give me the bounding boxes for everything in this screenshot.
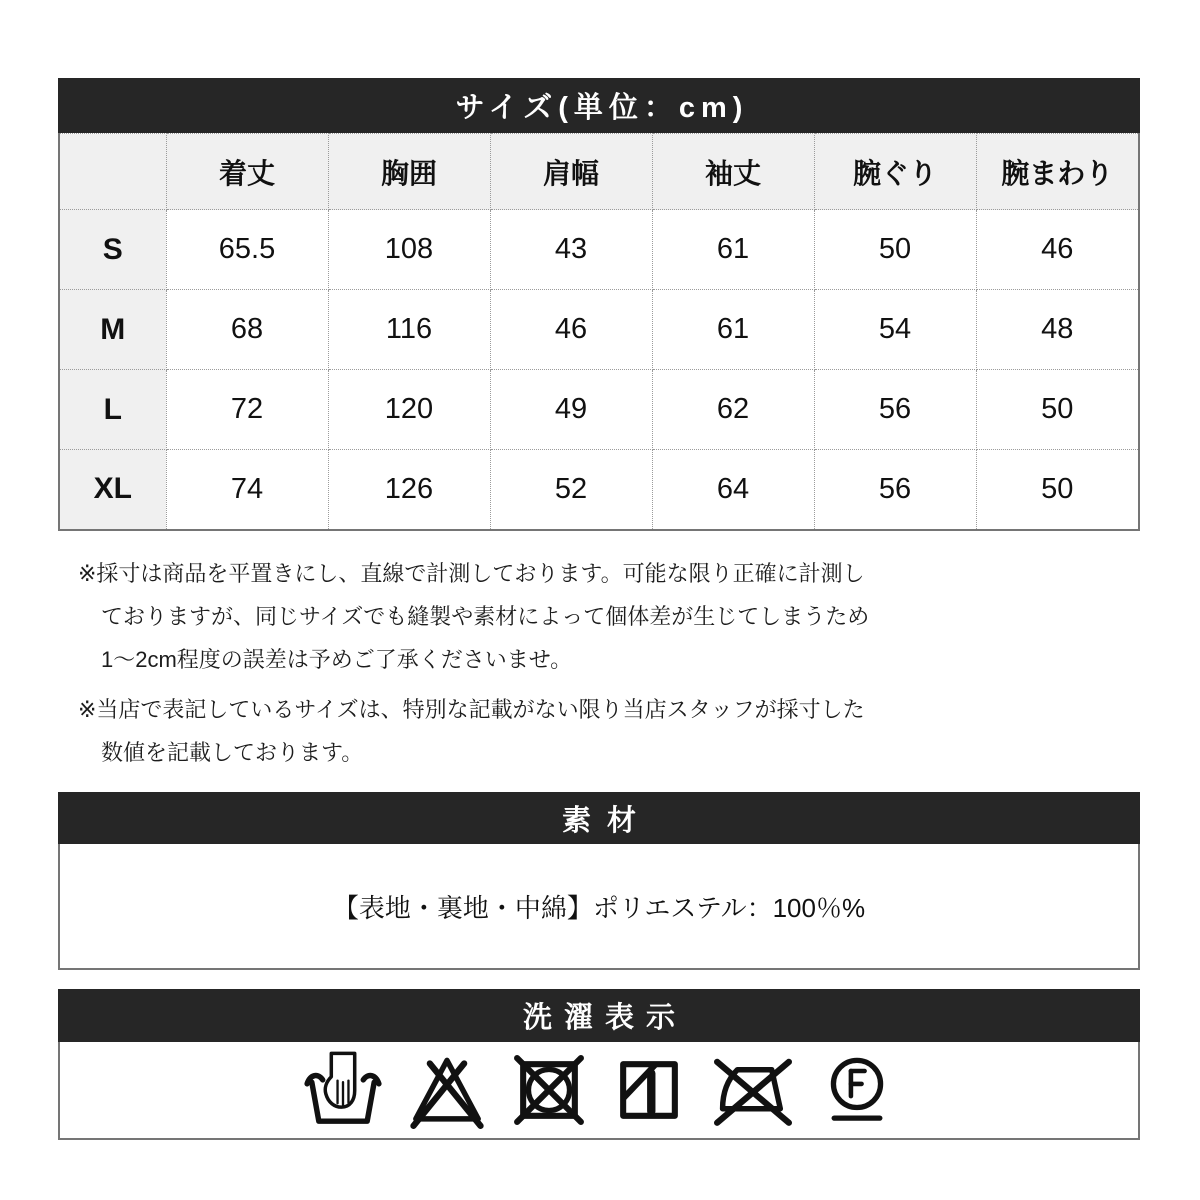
table-row-xl bbox=[59, 450, 1139, 530]
table-row-m bbox=[59, 290, 1139, 370]
measure-cell: 48 bbox=[976, 290, 1139, 370]
material-section bbox=[58, 792, 1140, 970]
row-label: L bbox=[59, 370, 166, 450]
care-header: 洗濯表示 bbox=[58, 989, 1140, 1042]
measure-cell: 52 bbox=[490, 450, 652, 530]
line-dry-in-shade-icon bbox=[611, 1051, 687, 1129]
measure-cell: 62 bbox=[652, 370, 814, 450]
row-label: M bbox=[59, 290, 166, 370]
measurement-note bbox=[78, 552, 958, 681]
material-composition: 【表地・裏地・中綿】ポリエステル：100％% bbox=[58, 844, 1140, 970]
measure-cell: 50 bbox=[976, 450, 1139, 530]
measure-cell: 56 bbox=[814, 450, 976, 530]
note-line: 1〜2cm程度の誤差は予めご了承くださいませ。 bbox=[101, 647, 573, 672]
note-line: ※当店で表記しているサイズは、特別な記載がない限り当店スタッフが採寸した bbox=[78, 697, 865, 722]
column-header: 肩幅 bbox=[490, 134, 652, 210]
note-line: ※採寸は商品を平置きにし、直線で計測しております。可能な限り正確に計測し bbox=[78, 561, 865, 586]
do-not-bleach-icon bbox=[407, 1051, 487, 1129]
table-row-s bbox=[59, 210, 1139, 290]
do-not-iron-icon bbox=[711, 1051, 795, 1129]
measure-cell: 120 bbox=[328, 370, 490, 450]
row-label: S bbox=[59, 210, 166, 290]
measure-cell: 64 bbox=[652, 450, 814, 530]
care-label-section bbox=[58, 989, 1140, 1140]
measure-cell: 49 bbox=[490, 370, 652, 450]
size-table-section bbox=[58, 78, 1140, 531]
column-header: 胸囲 bbox=[328, 134, 490, 210]
measure-cell: 116 bbox=[328, 290, 490, 370]
note-line: ておりますが、同じサイズでも縫製や素材によって個体差が生じてしまうため bbox=[101, 604, 870, 629]
measure-cell: 65.5 bbox=[166, 210, 328, 290]
hand-wash-icon bbox=[303, 1051, 383, 1129]
measure-cell: 108 bbox=[328, 210, 490, 290]
column-header: 袖丈 bbox=[652, 134, 814, 210]
measure-cell: 50 bbox=[814, 210, 976, 290]
measure-cell: 50 bbox=[976, 370, 1139, 450]
size-table-header-row bbox=[59, 134, 1139, 210]
dry-clean-petroleum-gentle-icon bbox=[819, 1051, 895, 1129]
column-header: 腕ぐり bbox=[814, 134, 976, 210]
measure-cell: 74 bbox=[166, 450, 328, 530]
measure-cell: 56 bbox=[814, 370, 976, 450]
material-header: 素材 bbox=[58, 792, 1140, 844]
column-header: 着丈 bbox=[166, 134, 328, 210]
row-label: XL bbox=[59, 450, 166, 530]
measure-cell: 61 bbox=[652, 210, 814, 290]
size-table bbox=[58, 133, 1140, 531]
do-not-tumble-dry-icon bbox=[511, 1051, 587, 1129]
measure-cell: 126 bbox=[328, 450, 490, 530]
measure-cell: 54 bbox=[814, 290, 976, 370]
size-table-title: サイズ(単位：cm) bbox=[58, 78, 1140, 133]
corner-cell bbox=[59, 134, 166, 210]
measure-cell: 68 bbox=[166, 290, 328, 370]
measure-cell: 46 bbox=[490, 290, 652, 370]
measure-cell: 61 bbox=[652, 290, 814, 370]
measure-cell: 72 bbox=[166, 370, 328, 450]
column-header: 腕まわり bbox=[976, 134, 1139, 210]
care-symbols-row bbox=[58, 1042, 1140, 1140]
sizing-note bbox=[78, 688, 958, 774]
measure-cell: 46 bbox=[976, 210, 1139, 290]
note-line: 数値を記載しております。 bbox=[101, 740, 364, 765]
table-row-l bbox=[59, 370, 1139, 450]
measure-cell: 43 bbox=[490, 210, 652, 290]
